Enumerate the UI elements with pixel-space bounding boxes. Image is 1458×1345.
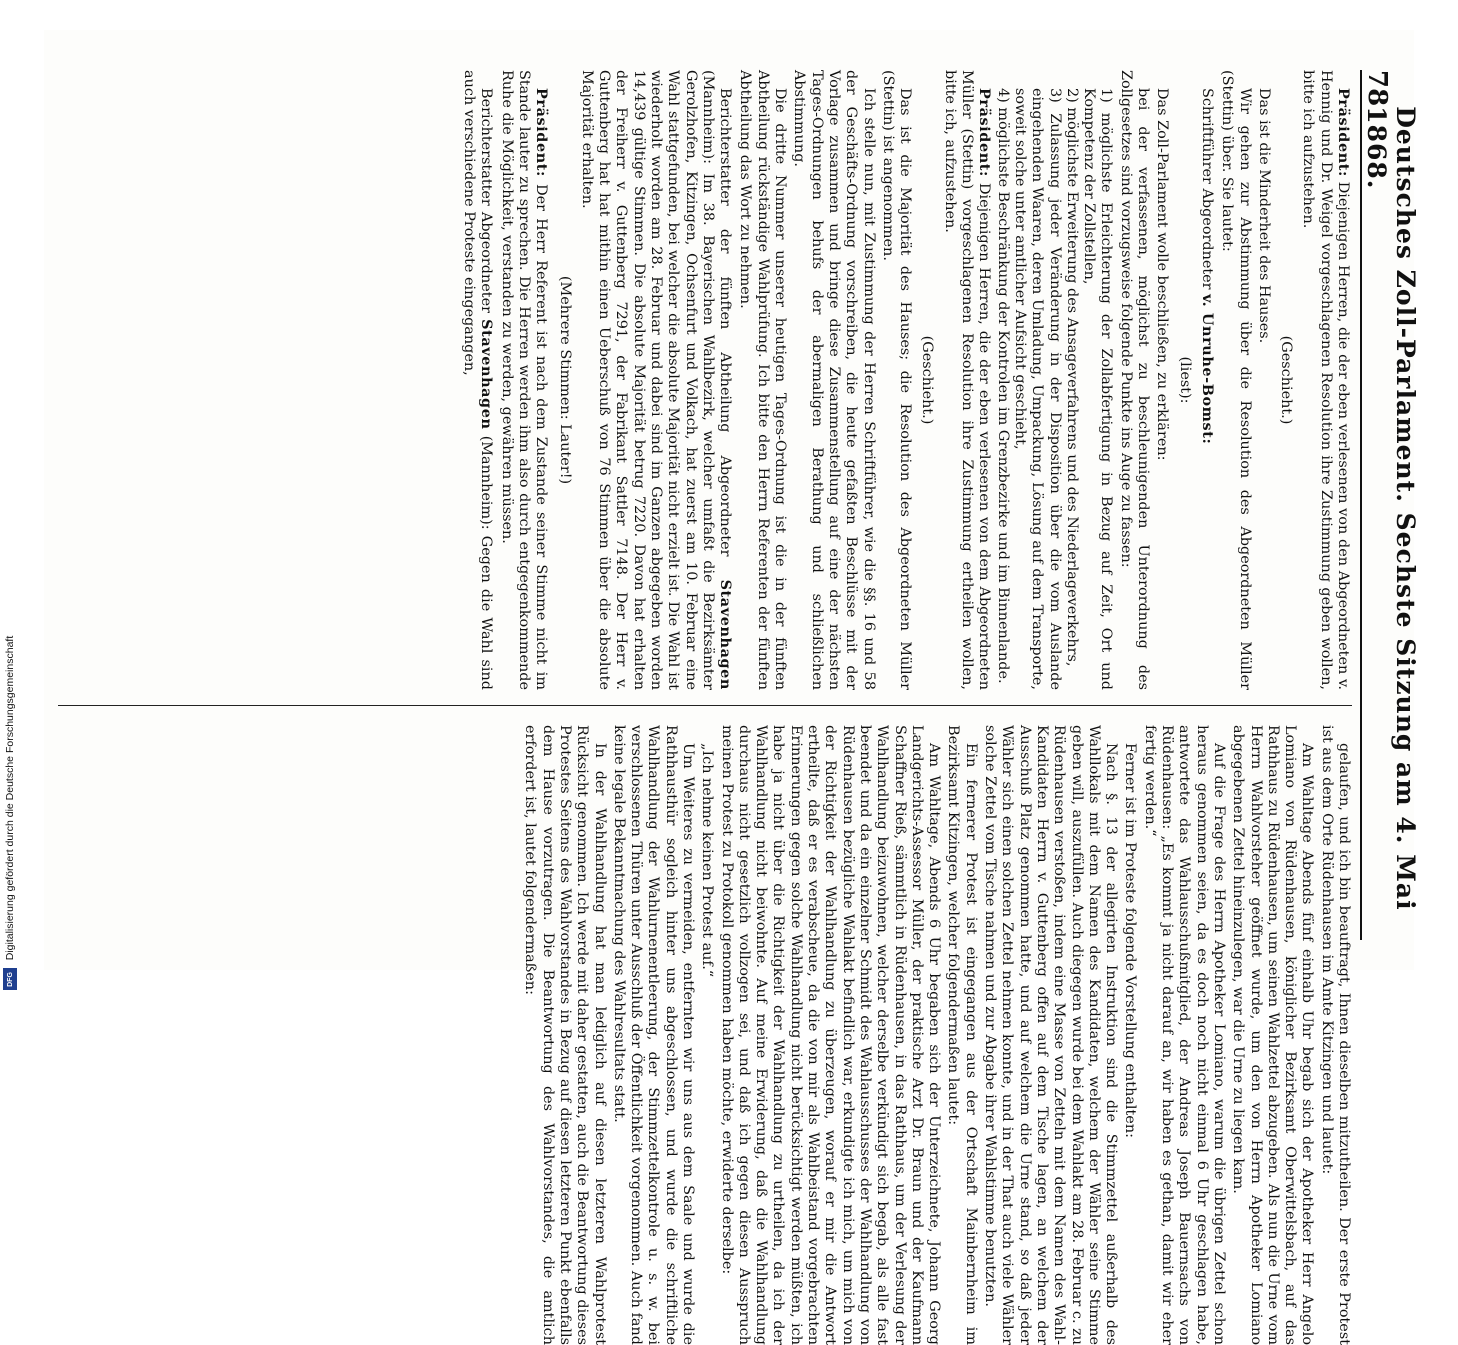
paragraph [879, 70, 914, 690]
paragraph [1255, 70, 1272, 690]
paragraph-text: (Mannheim): Im 38. Bayerischen Wahlbezirk, welcher umfaßt die Bezirksämter Gerolzhofen, Kitzingen, Ochsenfurt und Volkach, hat zuerst am 10. Februar eine Wahl stattgefunden, bei welcher die absolute Majorität nicht erzielt ist. Die Wahl ist wiederholt worden am 28. Februar und dabei sind im Ganzen abgegeben worden 14,439 gültige Stimmen. Die absolute Majorität betrug 7220. Davon hat erhalten der Freiherr v. Guttenberg 7291, der Fabrikant Sattler 7148. Der Herr v. Guttenberg hat hat mithin einen Ueberschuß von 76 Stimmen über die absolute Majorität erhalten. [578, 70, 716, 690]
paragraph [1299, 70, 1352, 690]
dfg-logo: DFG [3, 968, 17, 990]
page-header [1360, 70, 1420, 940]
right-column [58, 725, 1352, 1345]
speaker-name: Stavenhagen [717, 579, 735, 690]
paragraph-text: 3) Zulassung jeder Veränderung in der Disposition über die vom Auslande eingehenden Waaren, deren Umladung, Umpackung, Lösung auf dem Transporte, soweit solche unter amtlicher Aufsicht geschieht, [1011, 88, 1063, 690]
stage-direction [1277, 70, 1294, 690]
digitization-note: Digitalisierung gefördert durch die Deutsche Forschungsgemeinschaft [4, 635, 16, 961]
speaker-name: v. Unruhe-Bomst: [1198, 294, 1216, 445]
paragraph-text: Berichterstatter der fünften Abtheilung Abgeordneter [717, 88, 734, 557]
paragraph-text: In der Wahlhandlung hat man lediglich auf diesen letzteren Wahlprotest Rücksicht genommen. Ich werde mit daher gestatten, auch die Beantwortung dieses Protestes Seitens des Wahlvorstandes in Bezug auf diesen letzteren Punkt ebenfalls dem Hause vorzutragen. Die Beantwortung des Wahlvorstandes, die amtlich erfordert ist, lautet folgendermaßen: [522, 725, 608, 1345]
paragraph-text: Um Weiteres zu vermeiden, entfernten wir uns aus dem Saale und wurde die Rathhausthür sogleich hinter uns abgeschlossen, und wurde die schriftliche Wahlhandlung der Wahlurnenentleerung, der Stimmzettelkontrole u. s. w. bei verschlossenen Thüren unter Ausschluß der Öffentlichkeit vorgenommen. Auch fand keine legale Bekanntmachung des Wahlresultats statt. [610, 725, 697, 1345]
paragraph-text: Diejenigen Herren, die der eben verlesenen von den Abgeordneten v. Hennig und Dr. Weigel vorgeschlagenen Resolution ihre Zustimmung geben wollen, bitte ich aufzustehen. [1300, 70, 1351, 691]
column-divider [58, 705, 1352, 706]
paragraph [578, 70, 735, 690]
speaker-label: Präsident: [976, 88, 994, 177]
paragraph-text: Das ist die Minderheit des Hauses. [1255, 88, 1272, 344]
paragraph-text: Ich stelle nun, mit Zustimmung der Herren Schriftführer, wie die §§. 16 und 58 der Geschäfts-Ordnung vorschreiben, die heute gefaßten Beschlüsse mit der Vorlage zusammen und bringe diese Zusammenstellung auf eine der nächsten Tages-Ordnungen behufs der abermaligen Berathung und schließlichen Abstimmung. [791, 70, 877, 690]
paragraph-text: gelaufen, und ich bin beauftragt, Ihnen dieselben mitzutheilen. Der erste Protest ist aus dem Orte Rüdenhausen im Amte Kitzingen und lautet: [1318, 725, 1352, 1345]
paragraph [981, 725, 1119, 1345]
left-column [58, 70, 1352, 690]
paragraph [1153, 70, 1170, 690]
paragraph [1218, 70, 1253, 690]
paragraph [460, 70, 496, 690]
paragraph [1198, 70, 1216, 690]
speaker-name: Stavenhagen [478, 319, 496, 430]
list-item [1063, 70, 1080, 690]
stage-direction [918, 70, 935, 690]
paragraph-text: Wir gehen zur Abstimmung über die Resolution des Abgeordneten Müller (Stettin) über. Sie lautet: [1219, 70, 1253, 690]
page-number: 78 [1362, 70, 1392, 107]
paragraph-text: Diejenigen Herren, die der eben verlesenen von dem Abgeordneten Müller (Stettin) vorgeschlagenen Resolution ihre Zustimmung ertheilen wollen, bitte ich, aufzustehen. [941, 70, 993, 690]
list-item [1080, 70, 1115, 690]
paragraph-text: 2) möglichste Erweiterung des Ansageverfahrens und des Niederlageverkehrs, [1063, 88, 1080, 667]
paragraph-text: bei der verfassenen, möglichst zu beschleunigenden Unterordnung des Zollgesetzes sind vorzugsweise folgende Punkte ins Auge zu fassen: [1117, 70, 1152, 690]
paragraph-text: Ferner ist im Proteste folgende Vorstellung enthalten: [1122, 743, 1139, 1138]
paragraph-text: Die dritte Nummer unserer heutigen Tages-Ordnung ist die in der fünften Abtheilung rückständige Wahlprüfung. Ich bitte den Herrn Referenten der fünften Abtheilung das Wort zu nehmen. [737, 70, 789, 690]
list-item [993, 70, 1010, 690]
paragraph [1121, 725, 1138, 1345]
paragraph-text: Ein fernerer Protest ist eingegangen aus der Ortschaft Mainbernheim im Bezirksamt Kitzingen, welcher folgendermaßen lautet: [945, 725, 979, 1345]
paragraph [1116, 70, 1151, 690]
speaker-label: Präsident: [533, 88, 551, 177]
digitization-footer [2, 608, 18, 988]
paragraph [717, 725, 942, 1345]
page-title: Deutsches Zoll-Parlament. Sechste Sitzung am 4. Mai 1868. [1362, 106, 1420, 911]
paragraph-text: Das ist die Majorität des Hauses; die Resolution des Abgeordneten Müller (Stettin) ist angenommen. [879, 70, 914, 690]
paragraph-text: (liest): [1176, 356, 1193, 404]
paragraph-text: Nach §. 13 der allegirten Instruktion sind die Stimmzettel außerhalb des Wahllokals mit dem Namen des Kandidaten, welchem der Wähler seine Stimme geben will, auszufüllen. Auch diegegen wurde bei dem Wahlakt am 28. Februar c. zu Rüdenhausen verstoßen, indem eine Masse von Zetteln mit dem Namen des Wahl-Kandidaten Herrn v. Guttenberg offen auf dem Tische lagen, an welchem der Ausschuß Platz genommen hatte, und auf welchem die Urne stand, so daß jeder Wähler sich einen solchen Zettel nehmen konnte, und in der That auch viele Wähler solche Zettel vom Tische nahmen und zur Abgabe ihrer Wahlstimme benutzten. [982, 725, 1120, 1345]
scanned-page [44, 30, 1420, 1345]
stage-direction [1175, 70, 1192, 690]
paragraph [1317, 725, 1352, 1345]
paragraph-text: (Mehrere Stimmen: Lauter!) [556, 275, 573, 485]
paragraph-text: (Mannheim): Gegen die Wahl sind auch verschiedene Proteste eingegangen, [461, 70, 495, 690]
paragraph-text: Am Wahltage, Abends 6 Uhr begaben sich der Unterzeichnete, Johann Georg Landgerichts-Assessor Müller, der praktische Arzt Dr. Braun und der Kaufmann Schaffner Rieß, sämmtlich in Rüdenhausen, in das Rathhaus, um der Verlesung der Wahlhandlung beizuwohnen, welcher derselbe verkündigt sich begab, als alle fast beendet und da ein einzelner Schmidt des Wahlausschusses der Wahlhandlung von Rüdenhausen bezügliche Wahlakt befindlich war, erkundigte ich mich, um mich von der Richtigkeit der Wahlhandlung zu überzeugen, worauf er mir die Antwort ertheilte, daß er es verabscheue, da die von mir als Wahlbeistand vorgebrachten Erinnerungen gegen solche Wahlhandlung nicht berücksichtigt werden müßten, ich habe ja nicht über die Richtigkeit der Wahlhandlung zu urtheilen, da ich der Wahlhandlung nicht beiwohnte. Auf meine Erwiderung, daß die Wahlhandlung durchaus nicht gesetzlich vollzogen sei, und daß ich gegen diesen Ausspruch meinen Protest zu Protokoll genommen haben möchte, erwiderte derselbe: [718, 725, 943, 1345]
paragraph [497, 70, 550, 690]
paragraph-text: (Geschieht.) [919, 335, 936, 425]
list-item [1011, 70, 1063, 690]
paragraph [736, 70, 788, 690]
paragraph [698, 725, 715, 1345]
paragraph-text: Das Zoll-Parlament wolle beschließen, zu erklären: [1154, 88, 1171, 461]
paragraph-text: Berichterstatter Abgeordneter [478, 88, 495, 313]
paragraph-text: 4) möglichste Beschränkung der Kontrolen im Grenzbezirke und im Binnenlande. [994, 88, 1011, 684]
paragraph-text: Der Herr Referent ist nach dem Zustande seiner Stimme nicht im Stande lauter zu sprechen. Die Herren werden ihm also durch entgegenkommende Ruhe die Möglichkeit, verstanden zu werden, gewähren müssen. [498, 70, 550, 690]
paragraph-text: „Ich nehme keinen Protest auf.“ [699, 743, 716, 978]
paragraph [1140, 725, 1226, 1345]
speaker-label: Präsident: [1335, 88, 1352, 177]
paragraph [1229, 725, 1315, 1345]
paragraph [610, 725, 696, 1345]
stage-direction [555, 70, 572, 690]
paragraph [790, 70, 876, 690]
paragraph-text: Schriftführer Abgeordneter [1198, 88, 1215, 290]
paragraph [944, 725, 979, 1345]
paragraph-text: (Geschieht.) [1278, 335, 1295, 425]
paragraph-text: Auf die Frage des Herrn Apotheker Lomiano, warum die übrigen Zettel schon heraus genommen seien, da es doch noch nicht einmal 6 Uhr geschlagen habe, antwortete das Wahlausschußmitglied, der Andreas Joseph Bauernsachs von Rüdenhausen: „Es kommt ja nicht darauf an, wir haben es gethan, damit wir eher fertig werden.“ [1141, 725, 1227, 1345]
paragraph-text: Am Wahltage Abends fünf einhalb Uhr begab sich der Apotheker Herr Angelo Lomiano von Rüdenhausen, königlicher Bezirksamt Oberwittelsbach, auf das Rathhaus zu Rüdenhausen, um seinen Wahlzettel abzugeben. Als nun die Urne vom Herrn Wahlvorsteher geöffnet wurde, um den von Herrn Apotheker Lomiano abgegebenen Zettel hineinzulegen, war die Urne zu liegen kam. [1230, 725, 1316, 1345]
paragraph-text: 1) möglichste Erleichterung der Zollabfertigung in Bezug auf Zeit, Ort und Kompetenz der Zollstellen, [1081, 88, 1115, 690]
paragraph [521, 725, 607, 1345]
paragraph [940, 70, 993, 690]
